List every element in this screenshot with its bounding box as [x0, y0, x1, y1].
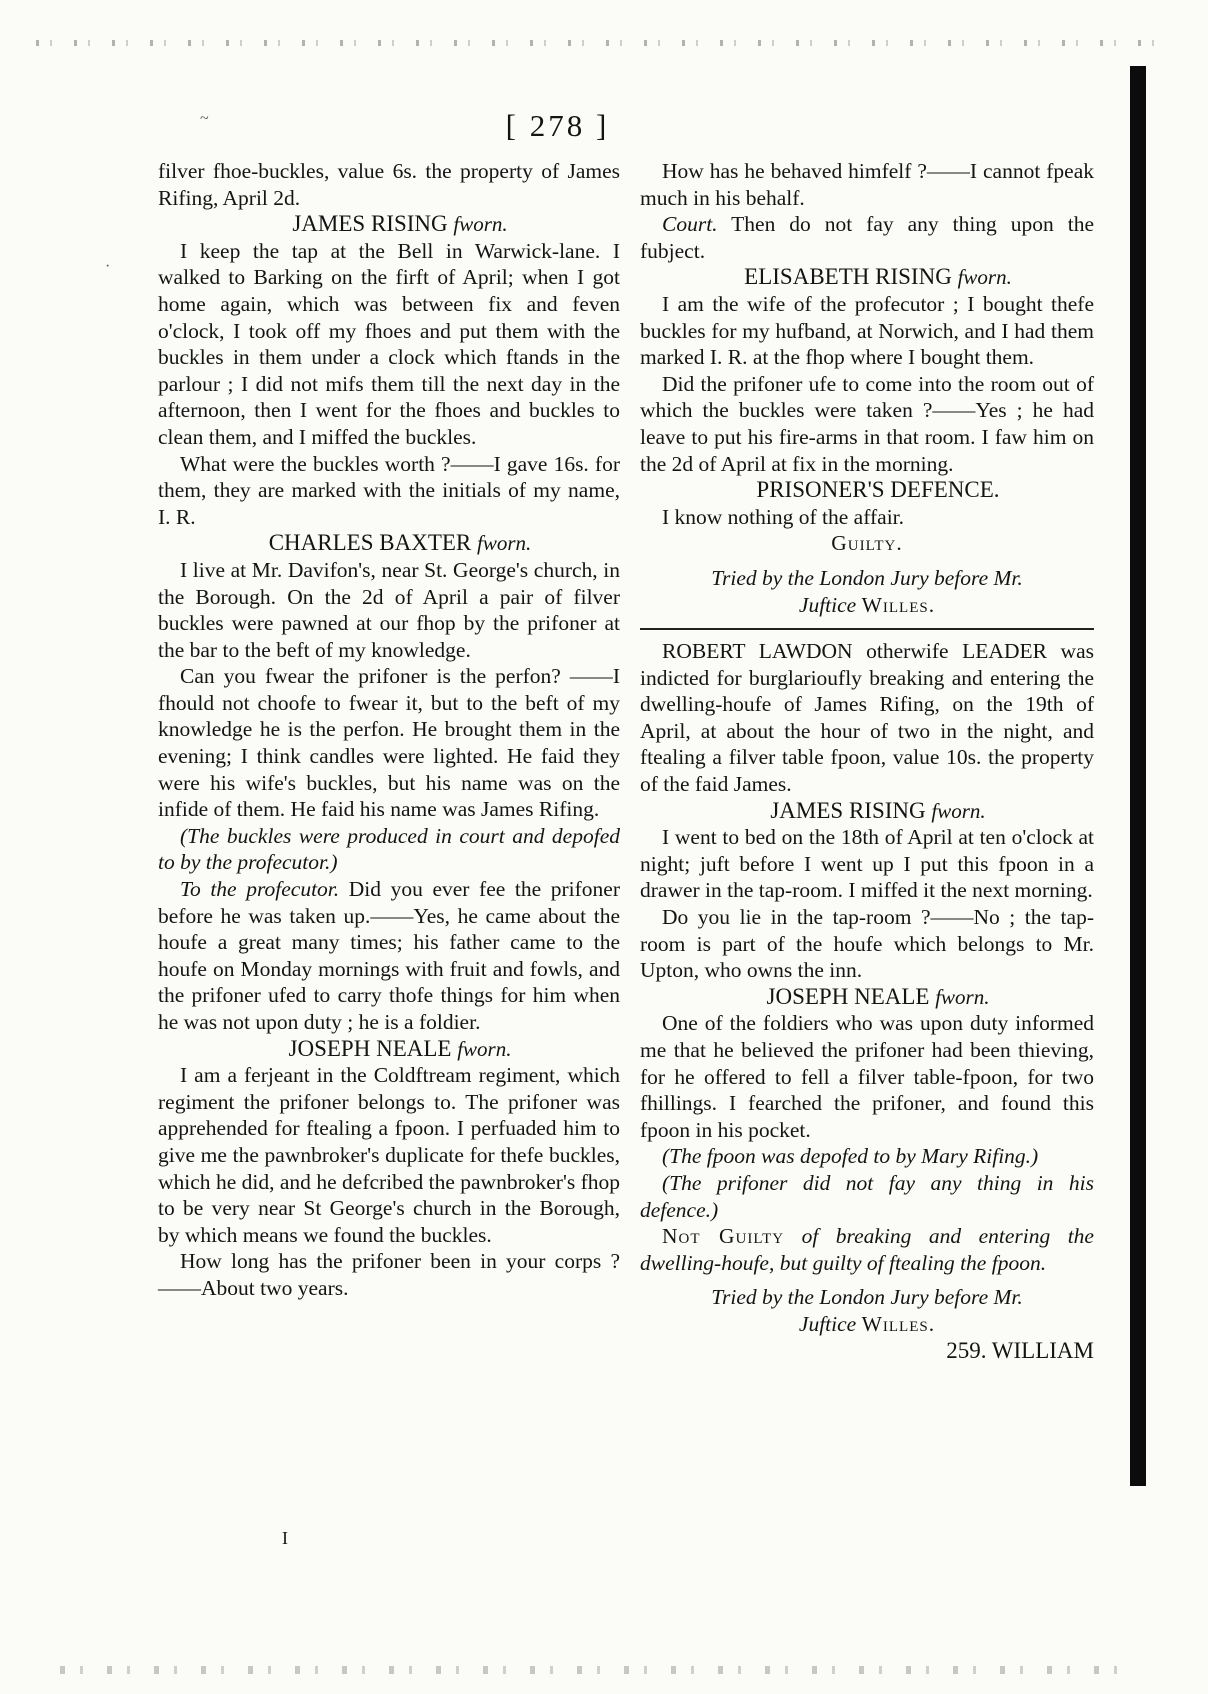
paragraph: What were the buckles worth ?——I gave 16s. for them, they are marked with the initials of my name, I. R.	[158, 451, 620, 529]
paragraph: How has he behaved himfelf ?——I cannot fpeak much in his behalf.	[640, 159, 1094, 210]
witness-heading	[640, 264, 1094, 291]
witness-heading	[640, 984, 1094, 1011]
verdict: Guilty.	[831, 531, 903, 556]
paragraph: I live at Mr. Davifon's, near St. George's church, in the Borough. On the 2d of April a pair of filver buckles were pawned at our fhop by the prifoner at the bar to the beft of my knowledge.	[158, 557, 620, 662]
verdict-detail: of breaking and entering the dwelling-houfe, but guilty of ftealing the fpoon.	[640, 1224, 1094, 1275]
indictment-paragraph: ROBERT LAWDON otherwife LEADER was indicted for burglarioufly breaking and entering the dwelling-houfe of James Rifing, on the 19th of April, at about the hour of two in the night, and ftealing a filver table fpoon, value 10s. the property of the faid James.	[640, 639, 1094, 797]
catchword: 259. WILLIAM	[946, 1337, 1094, 1363]
verdict	[640, 1223, 1094, 1276]
paragraph	[640, 211, 1094, 264]
scan-noise-bottom	[60, 1666, 1120, 1674]
margin-mark: ~	[200, 110, 209, 127]
witness-heading	[158, 530, 620, 557]
defence-heading: PRISONER'S DEFENCE.	[756, 477, 1000, 503]
witness-name: JAMES RISING	[770, 797, 926, 823]
right-column	[640, 158, 1094, 1364]
trial-note	[640, 1284, 1094, 1337]
paragraph: I keep the tap at the Bell in Warwick-lane. I walked to Barking on the firft of April; when I got home again, which was between fix and feven o'clock, I took off my fhoes and put them with the buckles in them under a clock which ftands in the parlour ; I did not mifs them till the next day in the afternoon, then I went for the fhoes and buckles to clean them, and I miffed the buckles.	[158, 238, 620, 449]
paragraph-text: Then do not fay any thing upon the fubject.	[640, 212, 1094, 263]
paragraph: I am the wife of the profecutor ; I bought thefe buckles for my hufband, at Norwich, and I had them marked I. R. at the fhop where I bought them.	[640, 291, 1094, 370]
trial-note	[640, 565, 1094, 618]
paragraph: I know nothing of the affair.	[662, 504, 905, 529]
witness-heading	[158, 1036, 620, 1063]
judge-name: Willes.	[861, 592, 936, 617]
paragraph	[158, 876, 620, 1036]
sworn-label: fworn.	[931, 798, 986, 823]
verdict-label: Not Guilty	[662, 1224, 785, 1249]
sworn-label: fworn.	[453, 212, 508, 237]
paragraph: Do you lie in the tap-room ?——No ; the tap-room is part of the houfe which belongs to Mr. Upton, who owns the inn.	[640, 905, 1094, 983]
court-note: (The prifoner did not fay any thing in his defence.)	[640, 1170, 1094, 1222]
paragraph: I went to bed on the 18th of April at ten o'clock at night; juft before I went up I put this fpoon in a drawer in the tap-room. I miffed it the next morning.	[640, 825, 1094, 903]
page-number: [ 278 ]	[505, 108, 610, 143]
sworn-label: fworn.	[957, 265, 1012, 290]
court-note: (The buckles were produced in court and depofed to by the profecutor.)	[158, 823, 620, 875]
binding-edge-shadow	[1130, 66, 1146, 1486]
trial-note-line: Tried by the London Jury before Mr.	[711, 565, 1023, 590]
paragraph: One of the foldiers who was upon duty informed me that he believed the prifoner had been thieving, for he offered to fell a filver table-fpoon, for two fhillings. I fearched the prifoner, and found this fpoon in his pocket.	[640, 1011, 1094, 1142]
witness-name: CHARLES BAXTER	[268, 530, 472, 556]
witness-name: JOSEPH NEALE	[766, 983, 930, 1009]
paragraph: Did the prifoner ufe to come into the room out of which the buckles were taken ?——Yes ; he had leave to put his fire-arms in that room. I faw him on the 2d of April at fix in the morning.	[640, 371, 1094, 476]
witness-heading	[640, 798, 1094, 825]
sworn-label: fworn.	[935, 984, 990, 1009]
judge-name: Willes.	[861, 1311, 936, 1336]
scan-noise-top	[36, 40, 1156, 46]
paragraph-text: Did you ever fee the prifoner before he was taken up.——Yes, he came about the houfe a great many times; his father came to the houfe on Monday mornings with fruit and fowls, and the prifoner ufed to carry thofe things for him when he was not upon duty ; he is a foldier.	[158, 877, 620, 1034]
signature-mark: I	[282, 1528, 288, 1548]
sworn-label: fworn.	[457, 1036, 512, 1061]
witness-heading	[158, 211, 620, 238]
court-note: (The fpoon was depofed to by Mary Rifing.)	[662, 1144, 1039, 1169]
witness-name: JAMES RISING	[292, 211, 448, 237]
witness-name: ELISABETH RISING	[744, 264, 952, 290]
paragraph: Can you fwear the prifoner is the perfon? ——I fhould not choofe to fwear it, but to the beft of my knowledge he is the perfon. He brought them in the evening; I think candles were lighted. He faid they were his wife's buckles, but his name was on the infide of them. He faid his name was James Rifing.	[158, 664, 620, 822]
speaker-lead: Court.	[662, 212, 718, 237]
paragraph: I am a ferjeant in the Coldftream regiment, which regiment the prifoner belongs to. The prifoner was apprehended for ftealing a fpoon. I perfuaded him to give me the pawnbroker's duplicate for thefe buckles, which he did, and he defcribed the pawnbroker's fhop to be very near St George's church in the Borough, by which means we found the buckles.	[158, 1063, 620, 1247]
paragraph: How long has the prifoner been in your corps ?——About two years.	[158, 1249, 620, 1300]
paragraph: filver fhoe-buckles, value 6s. the property of James Rifing, April 2d.	[158, 159, 620, 210]
speaker-lead: To the profecutor.	[180, 877, 340, 902]
left-column	[158, 158, 620, 1302]
trial-note-justice: Juftice	[798, 592, 857, 617]
trial-note-line: Tried by the London Jury before Mr.	[711, 1285, 1023, 1310]
case-divider	[640, 628, 1094, 630]
trial-note-justice: Juftice	[798, 1311, 857, 1336]
witness-name: JOSEPH NEALE	[288, 1035, 452, 1061]
sworn-label: fworn.	[477, 531, 532, 556]
margin-mark: ·	[105, 258, 111, 275]
